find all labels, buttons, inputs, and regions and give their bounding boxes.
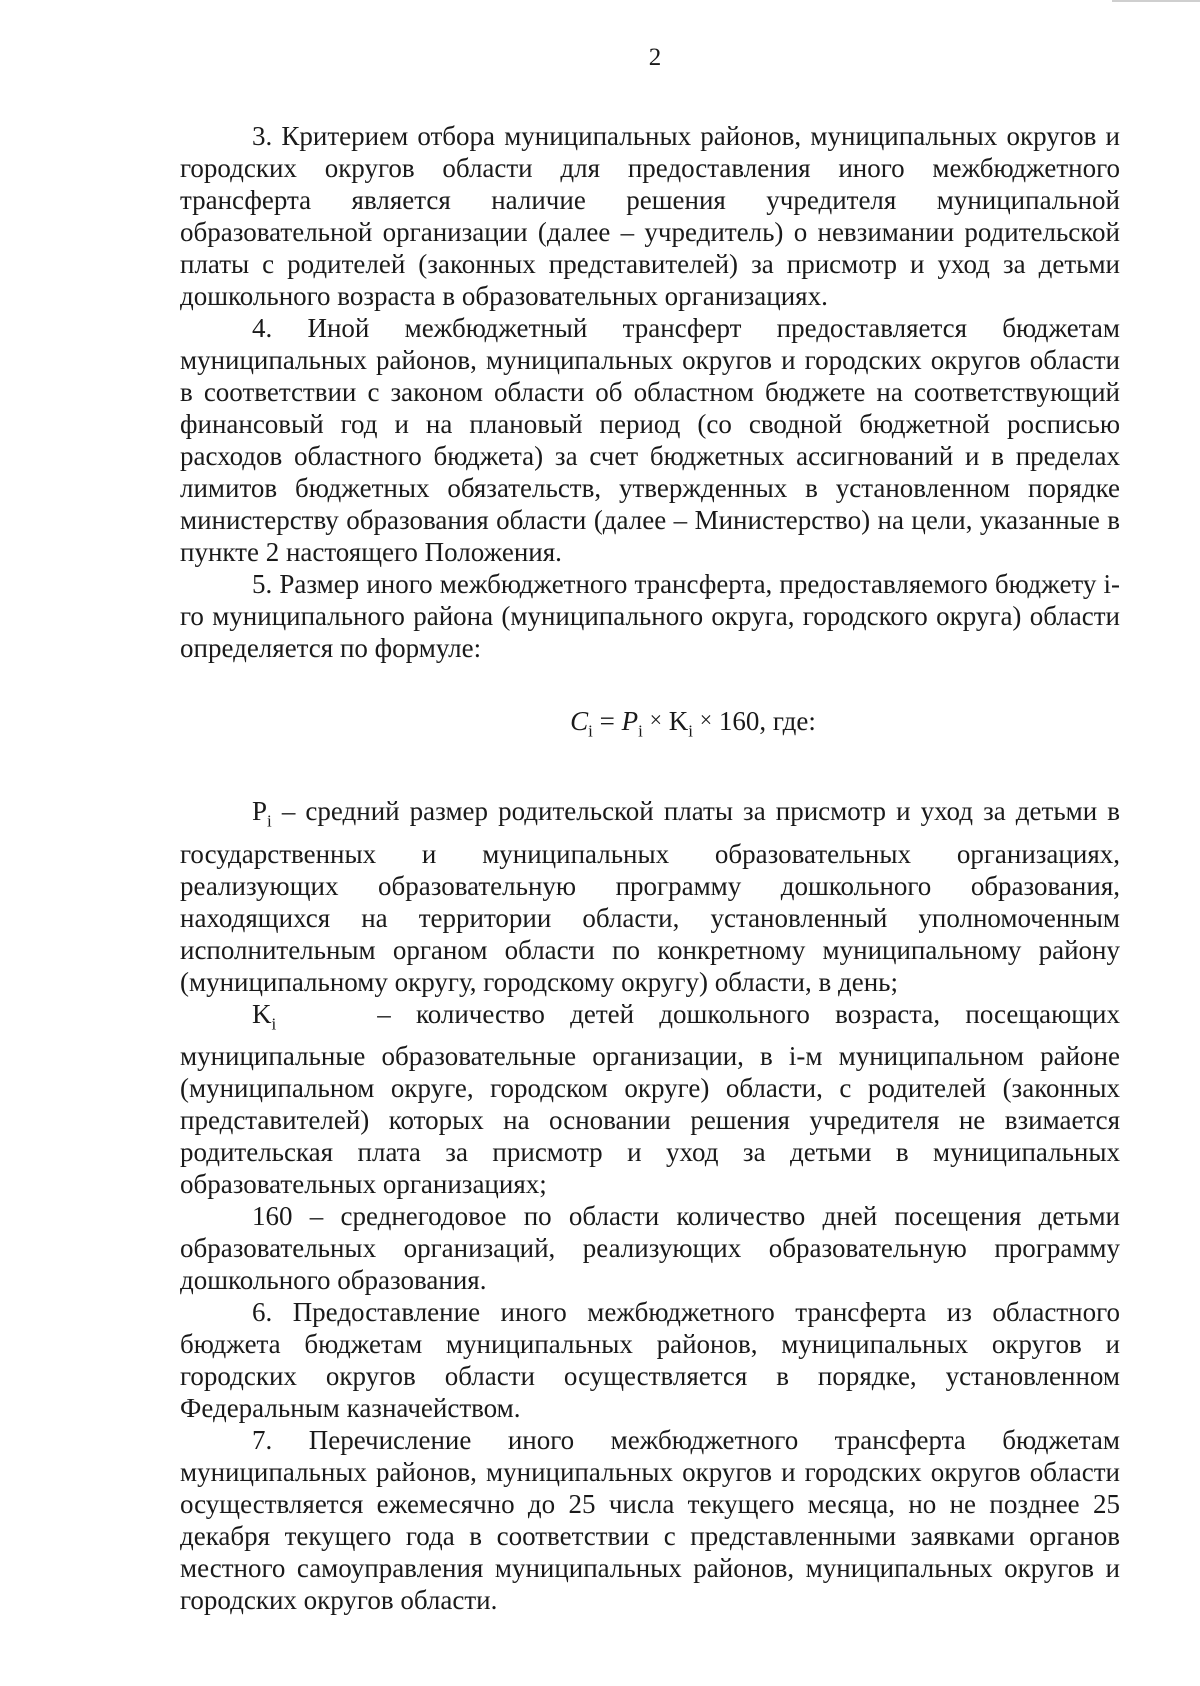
paragraph-7: 7. Перечисление иного межбюджетного трансферта бюджетам муниципальных районов, муниципальных округов и городских округов области осуществляется ежемесячно до 25 числа текущего месяца, но не позднее 25 декабря текущего года в соответствии с представленными заявками органов местного самоуправления муниципальных районов, муниципальных округов и городских округов области. xyxy=(180,1425,1120,1616)
formula-times-1: × xyxy=(649,707,663,732)
document-body xyxy=(180,120,1120,1616)
paragraph-3: 3. Критерием отбора муниципальных районов, муниципальных округов и городских округов области для предоставления иного межбюджетного трансферта является наличие решения учредителя муниципальной образовательной организации (далее – учредитель) о невзимании родительской платы с родителей (законных представителей) за присмотр и уход за детьми дошкольного возраста в образовательных организациях. xyxy=(180,121,1120,311)
formula-p-sub: i xyxy=(638,721,643,741)
definition-160: 160 – среднегодовое по области количество дней посещения детьми образовательных организаций, реализующих образовательную программу дошкольного образования. xyxy=(180,1201,1120,1296)
formula xyxy=(180,704,1120,747)
page-number: 2 xyxy=(648,44,662,71)
paragraph-4: 4. Иной межбюджетный трансферт предоставляется бюджетам муниципальных районов, муниципальных округов и городских округов области в соответствии с законом области об областном бюджете на соответствующий финансовый год и на плановый период (со сводной бюджетной росписью расходов областного бюджета) за счет бюджетных ассигнований и в пределах лимитов бюджетных обязательств, утвержденных в установленном порядке министерству образования области (далее – Министерство) на цели, указанные в пункте 2 настоящего Положения. xyxy=(180,313,1120,567)
definition-k-sub: i xyxy=(271,1014,277,1034)
formula-c: C xyxy=(570,706,589,736)
paragraph-6: 6. Предоставление иного межбюджетного трансферта из областного бюджета бюджетам муниципальных районов, муниципальных округов и городских округов области осуществляется в порядке, установленном Федеральным казначейством. xyxy=(180,1297,1120,1424)
definition-k xyxy=(180,998,1120,1200)
formula-c-sub: i xyxy=(588,721,593,741)
definition-p xyxy=(180,795,1120,997)
definition-k-symbol: K xyxy=(252,998,272,1029)
paragraph-5: 5. Размер иного межбюджетного трансферта, предоставляемого бюджету i-го муниципального района (муниципального округа, городского округа) области определяется по формуле: xyxy=(180,569,1120,663)
formula-eq: = xyxy=(592,706,622,736)
formula-times-2: × xyxy=(699,707,713,732)
formula-tail: 160, где: xyxy=(712,706,816,736)
definition-p-text: – средний размер родительской платы за присмотр и уход за детьми в государственных и муниципальных образовательных организациях, реализующих образовательную программу дошкольного образования, находящихся на территории области, установленный уполномоченным исполнительным органом области по конкретному муниципальному району (муниципальному округу, городскому округу) области, в день; xyxy=(180,796,1120,997)
definition-p-sub: i xyxy=(267,811,272,831)
formula-p: P xyxy=(621,706,639,736)
formula-k-sub: i xyxy=(688,721,693,741)
scan-edge-rule xyxy=(1112,0,1200,2)
definition-k-text: – количество детей дошкольного возраста, посещающих муниципальные образовательные организации, в i-м муниципальном районе (муниципальном округе, городском округе) области, с родителей (законных представителей) которых на основании решения учредителя не взимается родительская плата за присмотр и уход за детьми в муниципальных образовательных организациях; xyxy=(180,998,1121,1200)
formula-k: K xyxy=(668,706,689,736)
definition-p-symbol: P xyxy=(252,796,268,827)
